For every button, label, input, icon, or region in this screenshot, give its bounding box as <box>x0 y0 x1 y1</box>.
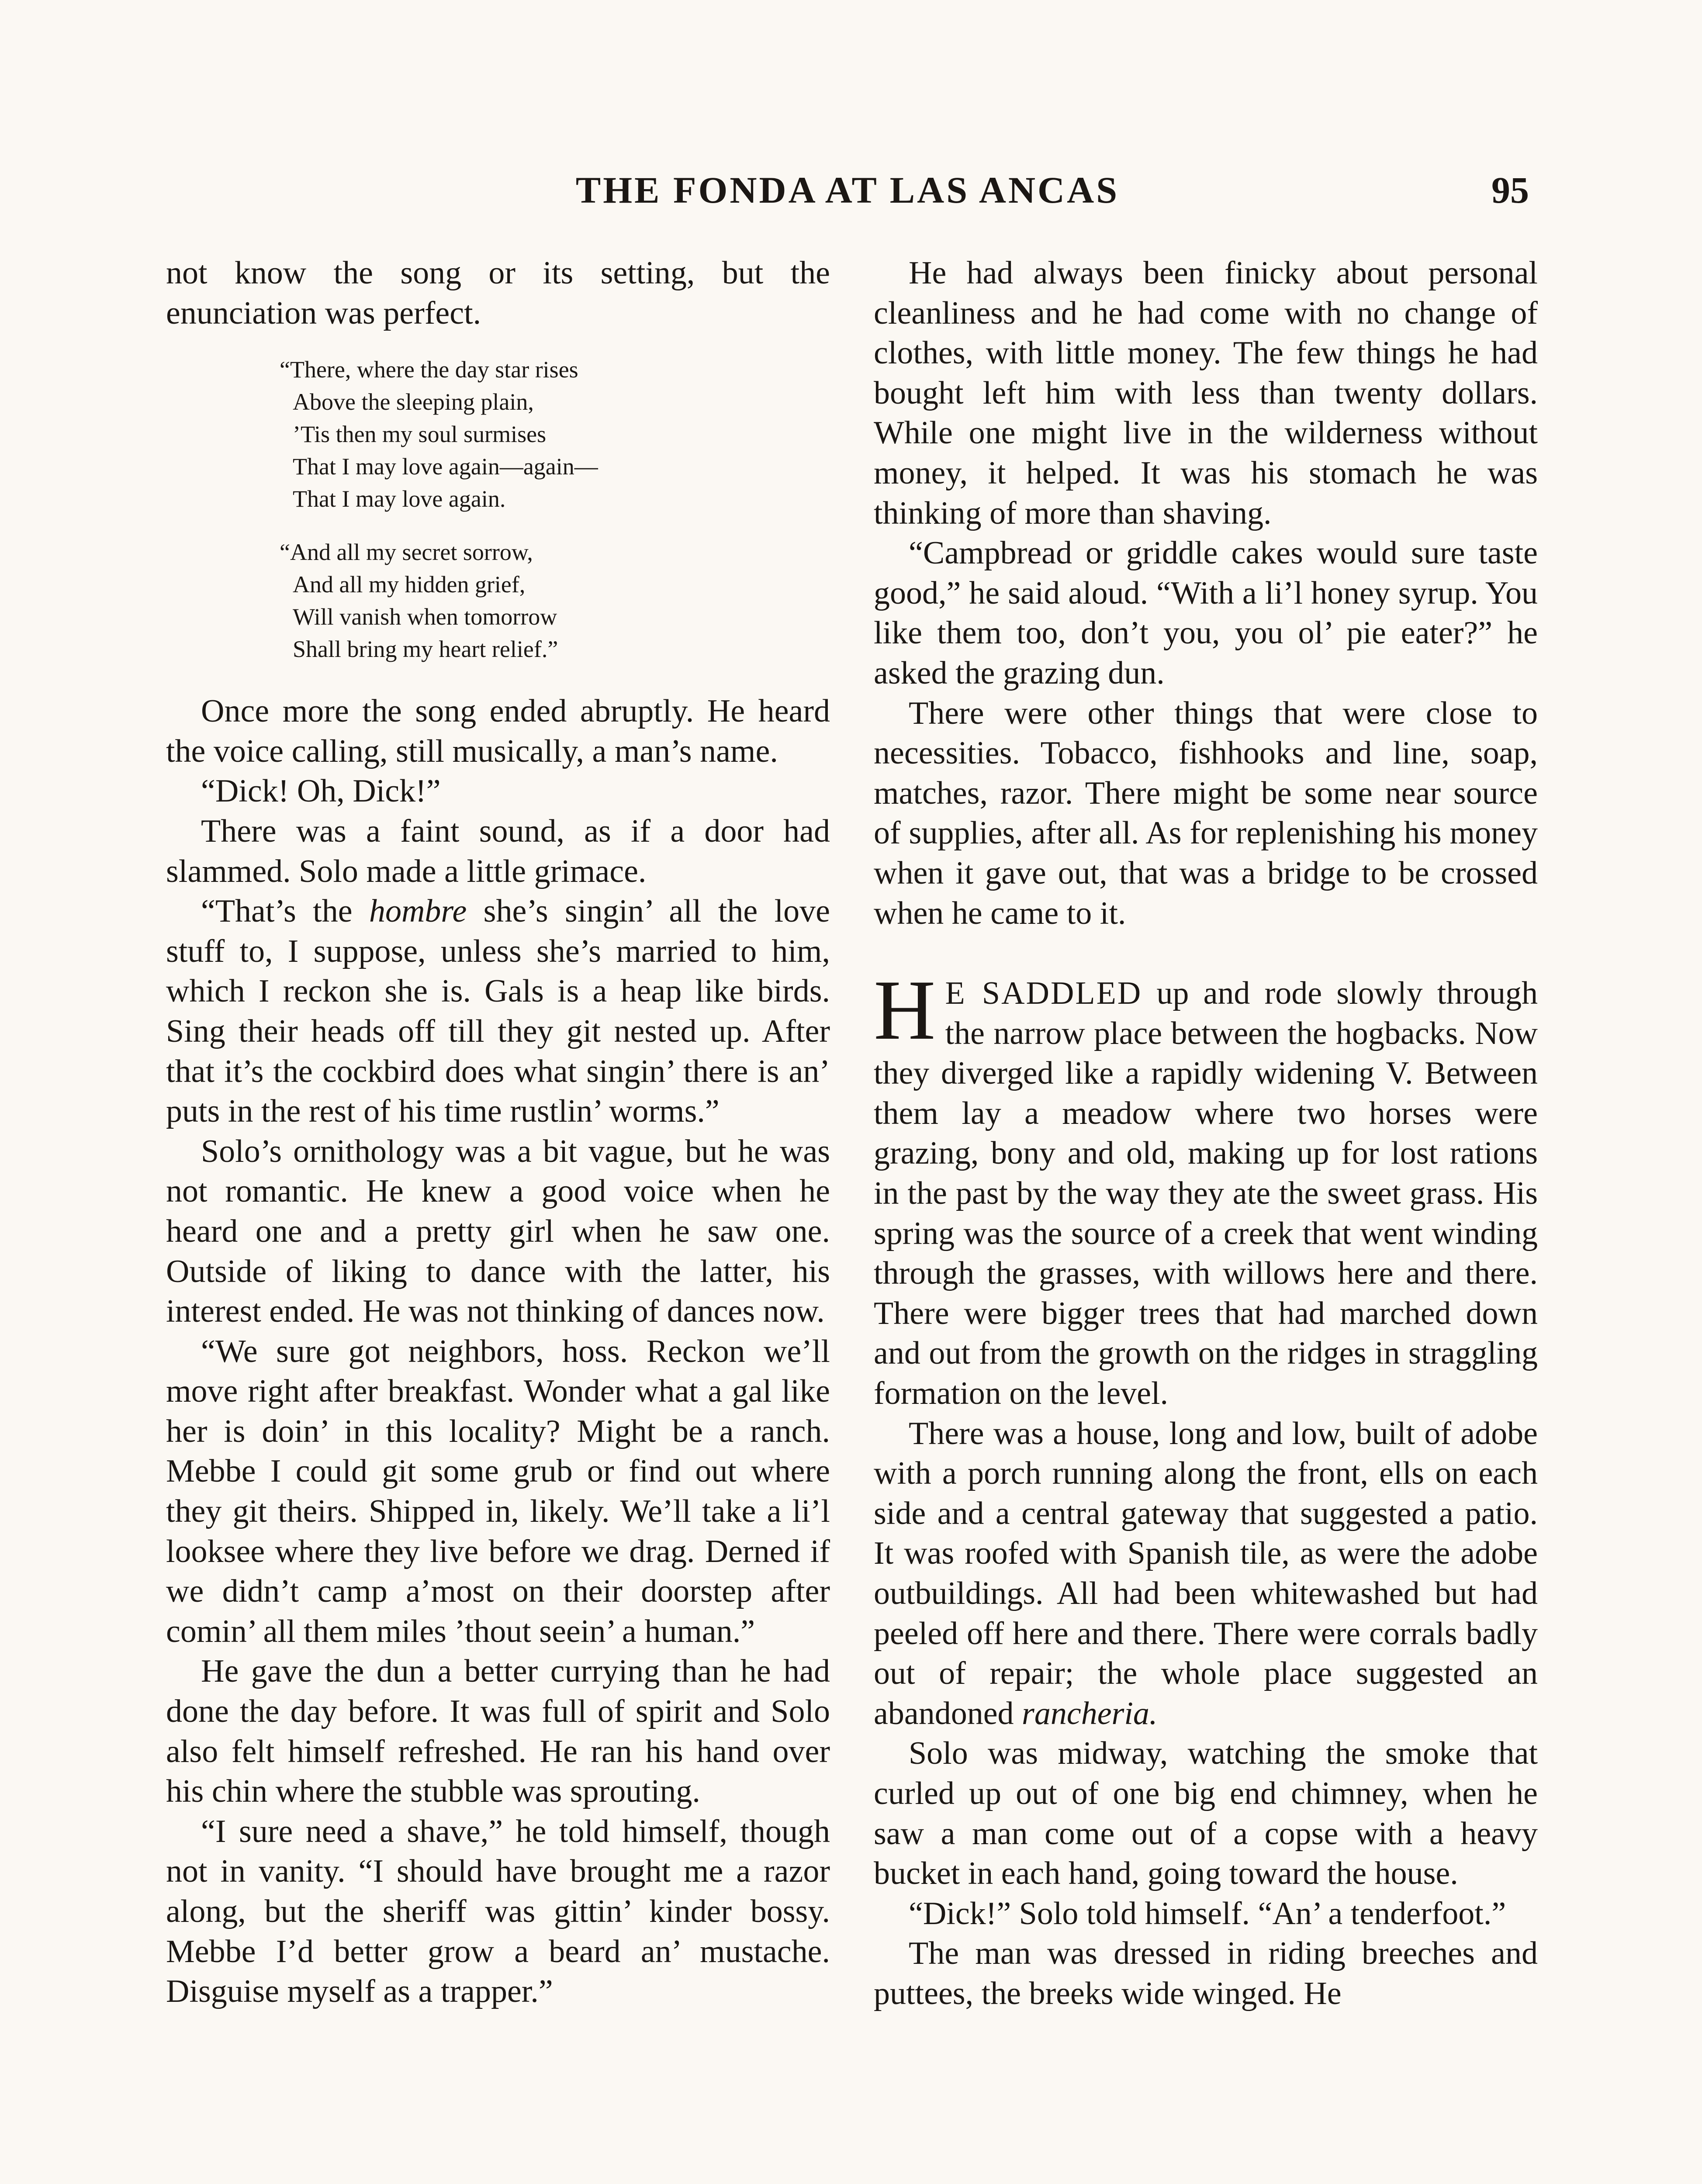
paragraph: not know the song or its setting, but the enunciation was perfect. <box>166 255 830 331</box>
paragraph: There were other things that were close to necessities. Tobacco, fishhooks and line, soap, matches, razor. There might be some near source of supplies, after all. As for replenishing his money when it gave out, that was a bridge to be crossed when he came to it. <box>874 695 1538 931</box>
paragraph: He gave the dun a better currying than he had done the day before. It was full of spirit and Solo also felt himself refreshed. He ran his hand over his chin where the stubble was sprouting. <box>166 1653 830 1810</box>
paragraph: “Dick!” Solo told himself. “An’ a tenderfoot.” <box>909 1895 1506 1932</box>
paragraph: He had always been finicky about personal cleanliness and he had come with no change of clothes, with little money. The few things he had bought left him with less than twenty dollars. While one might live in the wilderness without money, it helped. It was his stomach he was thinking of more than shaving. <box>874 255 1538 531</box>
verse-line: “There, where the day star rises <box>280 356 578 383</box>
song-verse <box>280 353 830 665</box>
section-opening-paragraph <box>874 963 1538 1414</box>
verse-line: “And all my secret sorrow, <box>280 539 533 566</box>
text-run: “That’s the <box>201 893 369 930</box>
paragraph <box>874 1414 1538 1734</box>
paragraph <box>166 892 830 1132</box>
paragraph: “Campbread or griddle cakes would sure taste good,” he said aloud. “With a li’l honey syrup. You like them too, don’t you, you ol’ pie eater?” he asked the grazing dun. <box>874 535 1538 691</box>
verse-line: That I may love again. <box>293 486 506 512</box>
text-run: There was a house, long and low, built of adobe with a porch running along the front, ells on each side and a central gateway that suggested a patio. It was roofed with Spanish tile, as were the adobe outbuildings. All had been whitewashed but had peeled off here and there. There were corrals badly out of repair; the whole place suggested an abandoned <box>874 1415 1538 1731</box>
verse-stanza <box>280 536 830 665</box>
paragraph: “We sure got neighbors, hoss. Reckon we’ll move right after breakfast. Wonder what a gal like her is doin’ in this locality? Might be a ranch. Mebbe I could git some grub or find out where they git theirs. Shipped in, likely. We’ll take a li’l looksee where they live before we drag. Derned if we didn’t camp a’most on their doorstep after comin’ all them miles ’thout seein’ a human.” <box>166 1333 830 1649</box>
paragraph: “Dick! Oh, Dick!” <box>201 773 441 809</box>
italic-word: hombre <box>369 893 467 930</box>
verse-line: Will vanish when tomorrow <box>293 604 557 630</box>
verse-stanza <box>280 353 830 515</box>
left-column <box>166 253 830 2012</box>
right-column <box>874 253 1538 2014</box>
verse-line: Above the sleeping plain, <box>293 389 534 415</box>
small-caps-lead: E SADDLED <box>945 975 1142 1012</box>
running-title: THE FONDA AT LAS ANCAS <box>575 169 1120 211</box>
paragraph: Solo was midway, watching the smoke that curled up out of one big end chimney, when he saw a man come out of a copse with a heavy bucket in each hand, going toward the house. <box>874 1735 1538 1892</box>
paragraph: Solo’s ornithology was a bit vague, but he was not romantic. He knew a good voice when he heard one and a pretty girl when he saw one. Outside of liking to dance with the latter, his interest ended. He was not thinking of dances now. <box>166 1133 830 1330</box>
verse-line: Shall bring my heart relief.” <box>293 636 558 663</box>
paragraph: The man was dressed in riding breeches and puttees, the breeks wide winged. He <box>874 1935 1538 2011</box>
paragraph: “I sure need a shave,” he told himself, though not in vanity. “I should have brought me a razor along, but the sheriff was gittin’ kinder bossy. Mebbe I’d better grow a beard an’ mustache. Disguise myself as a trapper.” <box>166 1813 830 2010</box>
text-run: up and rode slowly through the narrow place between the hogbacks. Now they diverged like a rapidly widening V. Between them lay a meadow where two horses were grazing, bony and old, making up for lost rations in the past by the way they ate the sweet grass. His spring was the source of a creek that went winding through the grasses, with willows here and there. There were bigger trees that had marched down and out from the growth on the ridges in straggling formation on the level. <box>874 975 1538 1412</box>
paragraph: There was a faint sound, as if a door had slammed. Solo made a little grimace. <box>166 813 830 889</box>
verse-line: ’Tis then my soul surmises <box>293 421 547 448</box>
italic-word: rancheria. <box>1022 1695 1158 1731</box>
paragraph: Once more the song ended abruptly. He heard the voice calling, still musically, a man’s name. <box>166 693 830 769</box>
drop-cap: H <box>874 963 936 1058</box>
verse-line: That I may love again—again— <box>293 453 598 480</box>
page-number: 95 <box>1491 169 1529 211</box>
section-break <box>874 933 1538 974</box>
running-head <box>166 164 1529 216</box>
text-run: she’s singin’ all the love stuff to, I suppose, unless she’s married to him, which I reckon she is. Gals is a heap like birds. Sing their heads off till they git nested up. After that it’s the cockbird does what singin’ there is an’ puts in the rest of his time rustlin’ worms.” <box>166 893 830 1130</box>
verse-line: And all my hidden grief, <box>293 571 526 598</box>
